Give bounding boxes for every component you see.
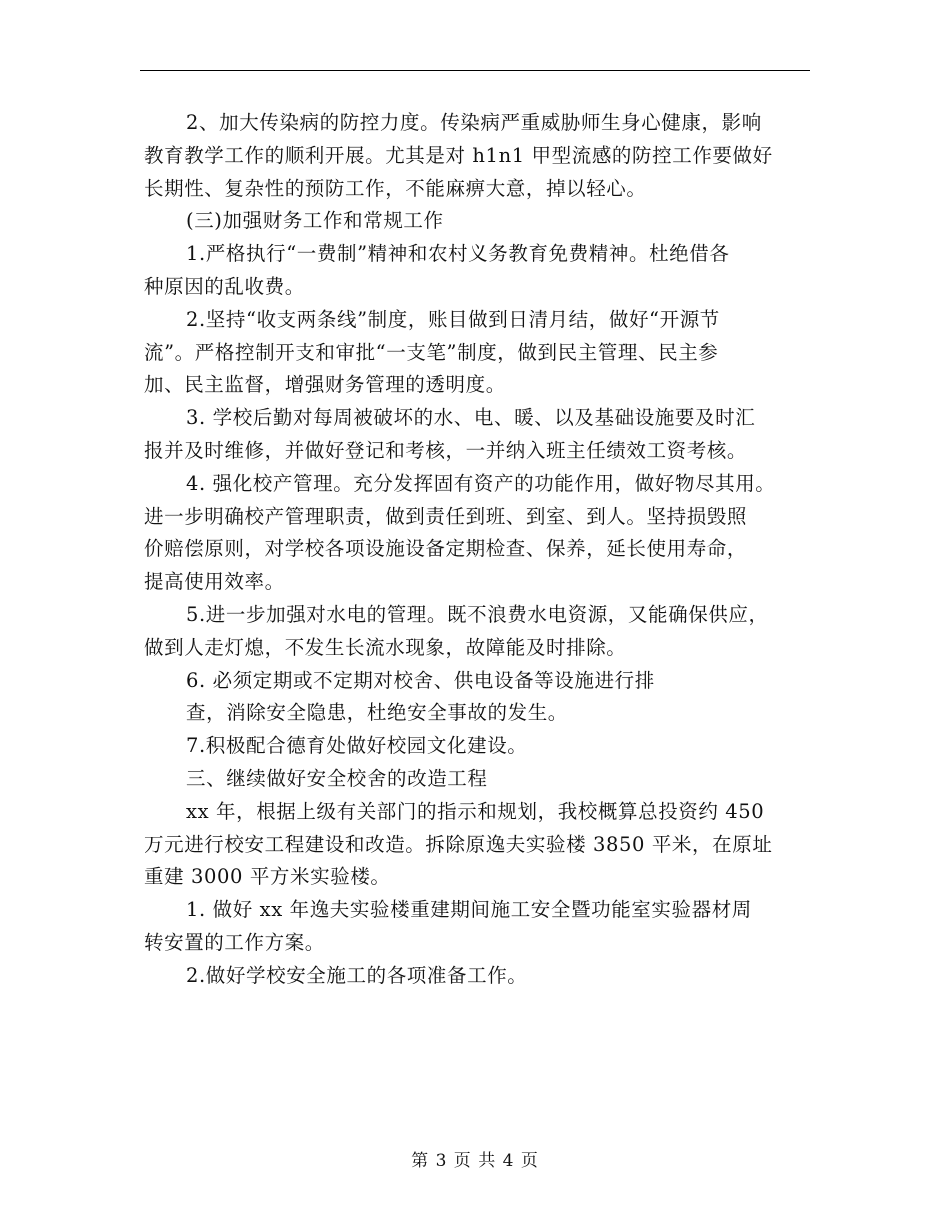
document-body [142,107,832,993]
text-line: 4. 强化校产管理。充分发挥固有资产的功能作用，做好物尽其用。 [186,471,776,495]
text-line: (三)加强财务工作和常规工作 [186,209,444,233]
header-rule [140,70,810,71]
text-line: 价赔偿原则，对学校各项设施设备定期检查、保养，延长使用寿命， [144,537,748,561]
text-line: 转安置的工作方案。 [144,930,325,954]
text-line: 7.积极配合德育处做好校园文化建设。 [186,734,528,758]
text-line: 教育教学工作的顺利开展。尤其是对 h1n1 甲型流感的防控工作要做好 [144,143,773,167]
text-line: 2、加大传染病的防控力度。传染病严重威胁师生身心健康，影响 [186,111,762,134]
text-line: 1.严格执行“一费制”精神和农村义务教育免费精神。杜绝借各 [186,242,730,266]
text-line: 报并及时维修，并做好登记和考核，一并纳入班主任绩效工资考核。 [144,438,748,462]
text-line: 三、继续做好安全校舍的改造工程 [186,766,488,790]
text-line: 3. 学校后勤对每周被破坏的水、电、暖、以及基础设施要及时汇 [186,406,756,430]
text-line: 2.坚持“收支两条线”制度，账目做到日清月结，做好“开源节 [186,307,720,331]
text-line: 6. 必须定期或不定期对校舍、供电设备等设施进行排 [186,668,655,692]
text-line: 重建 3000 平方米实验楼。 [144,865,391,889]
text-line: 1. 做好 xx 年逸夫实验楼重建期间施工安全暨功能室实验器材周 [186,898,752,922]
text-line: 万元进行校安工程建设和改造。拆除原逸夫实验楼 3850 平米，在原址 [144,832,773,856]
text-line: 做到人走灯熄，不发生长流水现象，故障能及时排除。 [144,635,627,659]
text-line: 长期性、复杂性的预防工作，不能麻痹大意，掉以轻心。 [144,176,647,200]
text-line: 5.进一步加强对水电的管理。既不浪费水电资源，又能确保供应， [186,602,769,626]
text-line: 提高使用效率。 [144,570,285,594]
text-line: 流”。严格控制开支和审批“一支笔”制度，做到民主管理、民主参 [144,340,719,364]
text-line: 加、民主监督，增强财务管理的透明度。 [144,373,506,397]
text-line: 种原因的乱收费。 [144,274,305,298]
text-line: 进一步明确校产管理职责，做到责任到班、到室、到人。坚持损毁照 [144,504,748,528]
text-line: 查，消除安全隐患，杜绝安全事故的发生。 [186,701,568,725]
page-footer: 第 3 页 共 4 页 [411,1151,539,1171]
text-line: 2.做好学校安全施工的各项准备工作。 [186,963,528,987]
text-line: xx 年，根据上级有关部门的指示和规划，我校概算总投资约 450 [186,799,765,823]
